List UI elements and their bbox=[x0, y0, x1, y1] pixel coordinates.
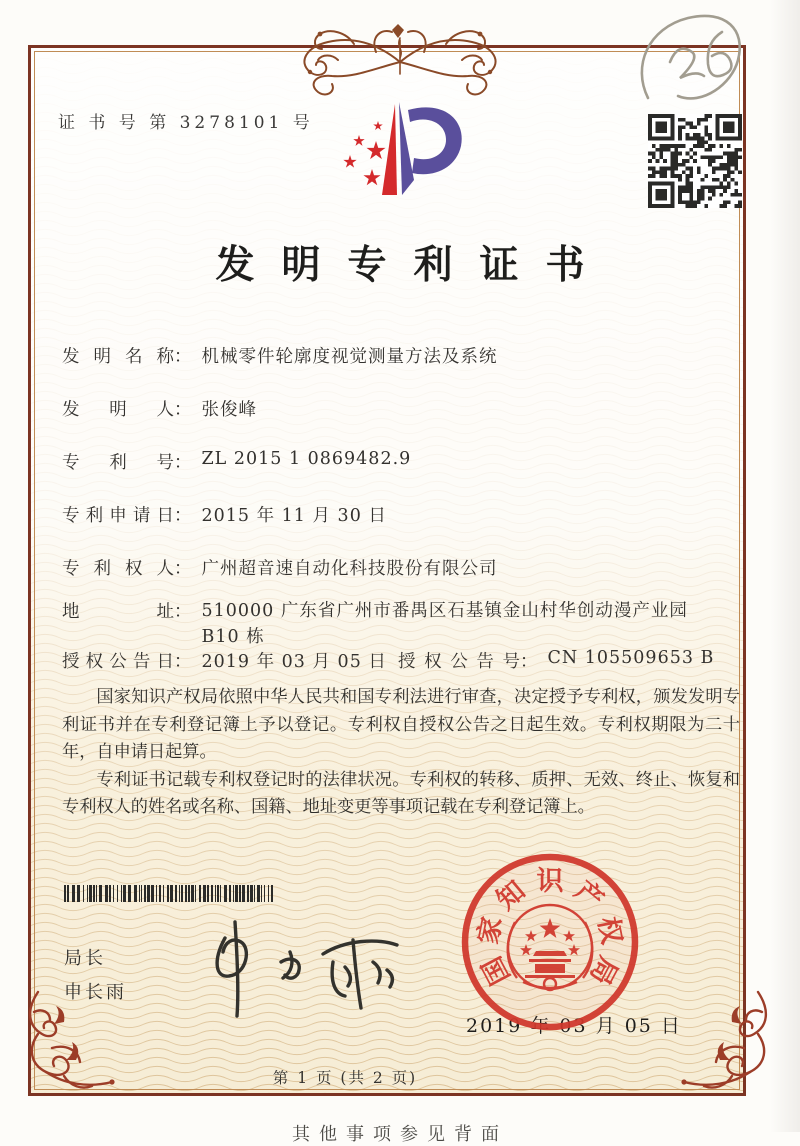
field-invention-name bbox=[62, 343, 498, 368]
overleaf-note: 其他事项参见背面 bbox=[292, 1124, 508, 1145]
seal-date: 2019 年 03 月 05 日 bbox=[466, 1015, 682, 1037]
field-colon: ： bbox=[174, 602, 192, 622]
field-patent-number bbox=[62, 449, 411, 474]
svg-text:国: 国 bbox=[476, 951, 517, 990]
field-colon: ： bbox=[174, 453, 192, 473]
field-colon: ： bbox=[520, 652, 538, 672]
field-label: 授权公告号 bbox=[398, 652, 520, 672]
field-inventor bbox=[62, 396, 257, 421]
field-value: 张俊峰 bbox=[201, 400, 257, 420]
field-label: 授权公告日 bbox=[62, 652, 174, 672]
svg-text:识: 识 bbox=[536, 866, 564, 897]
field-colon: ： bbox=[174, 347, 192, 367]
signer-name: 申长雨 bbox=[64, 982, 127, 1003]
field-label: 专利权人 bbox=[62, 559, 174, 579]
field-grant-number bbox=[398, 648, 714, 673]
field-label: 专利申请日 bbox=[62, 506, 174, 526]
signer-title: 局长 bbox=[64, 948, 106, 969]
field-label: 专利号 bbox=[62, 453, 174, 473]
svg-text:权: 权 bbox=[591, 914, 628, 947]
field-value: 2015 年 11 月 30 日 bbox=[201, 506, 387, 526]
scan-edge-shadow bbox=[770, 0, 800, 1132]
qr-code bbox=[648, 114, 742, 208]
certificate-title: 发明专利证书 bbox=[215, 242, 612, 288]
field-colon: ： bbox=[174, 559, 192, 579]
field-label: 发明人 bbox=[62, 400, 174, 420]
barcode bbox=[64, 885, 280, 902]
field-value: 广州超音速自动化科技股份有限公司 bbox=[201, 559, 498, 579]
field-value: CN 105509653 B bbox=[547, 648, 715, 668]
corner-flourish-bottom-right bbox=[668, 988, 788, 1106]
field-patentee bbox=[62, 555, 498, 580]
page-number: 第 1 页 (共 2 页) bbox=[272, 1069, 418, 1087]
field-label: 发明名称 bbox=[62, 347, 174, 367]
handwritten-pencil-mark bbox=[630, 2, 780, 122]
legal-paragraph-2: 专利证书记载专利权登记时的法律状况。专利权的转移、质押、无效、终止、恢复和专利权人的姓名或名称、国籍、地址变更等事项记载在专利登记簿上。 bbox=[62, 769, 740, 817]
field-filing-date bbox=[62, 502, 387, 527]
corner-flourish-bottom-left bbox=[8, 988, 128, 1106]
svg-text:产: 产 bbox=[568, 875, 610, 917]
official-seal bbox=[445, 850, 655, 1040]
legal-paragraph-1: 国家知识产权局依照中华人民共和国专利法进行审查，决定授予专利权，颁发发明专利证书并在专利登记簿上予以登记。专利权自授权公告之日起生效。专利权期限为二十年，自申请日起算。 bbox=[62, 687, 740, 762]
field-value: ZL 2015 1 0869482.9 bbox=[201, 449, 412, 469]
certificate-number: 证 书 号 第 3278101 号 bbox=[58, 113, 314, 133]
field-grant-row bbox=[62, 648, 715, 673]
signature-shen-changyu bbox=[195, 912, 420, 1020]
field-label: 地址 bbox=[62, 602, 174, 622]
svg-text:局: 局 bbox=[583, 951, 624, 990]
legal-statement bbox=[62, 684, 740, 822]
field-value: 510000 广东省广州市番禺区石基镇金山村华创动漫产业园 B10 栋 bbox=[201, 601, 688, 647]
field-address bbox=[62, 598, 717, 650]
field-value: 2019 年 03 月 05 日 bbox=[201, 652, 387, 672]
field-colon: ： bbox=[174, 652, 192, 672]
cnipa-logo bbox=[322, 98, 487, 226]
field-colon: ： bbox=[174, 506, 192, 526]
svg-text:家: 家 bbox=[472, 914, 509, 947]
svg-text:知: 知 bbox=[490, 875, 532, 917]
top-scroll-ornament bbox=[258, 16, 542, 108]
field-colon: ： bbox=[174, 400, 192, 420]
field-value: 机械零件轮廓度视觉测量方法及系统 bbox=[201, 347, 498, 367]
